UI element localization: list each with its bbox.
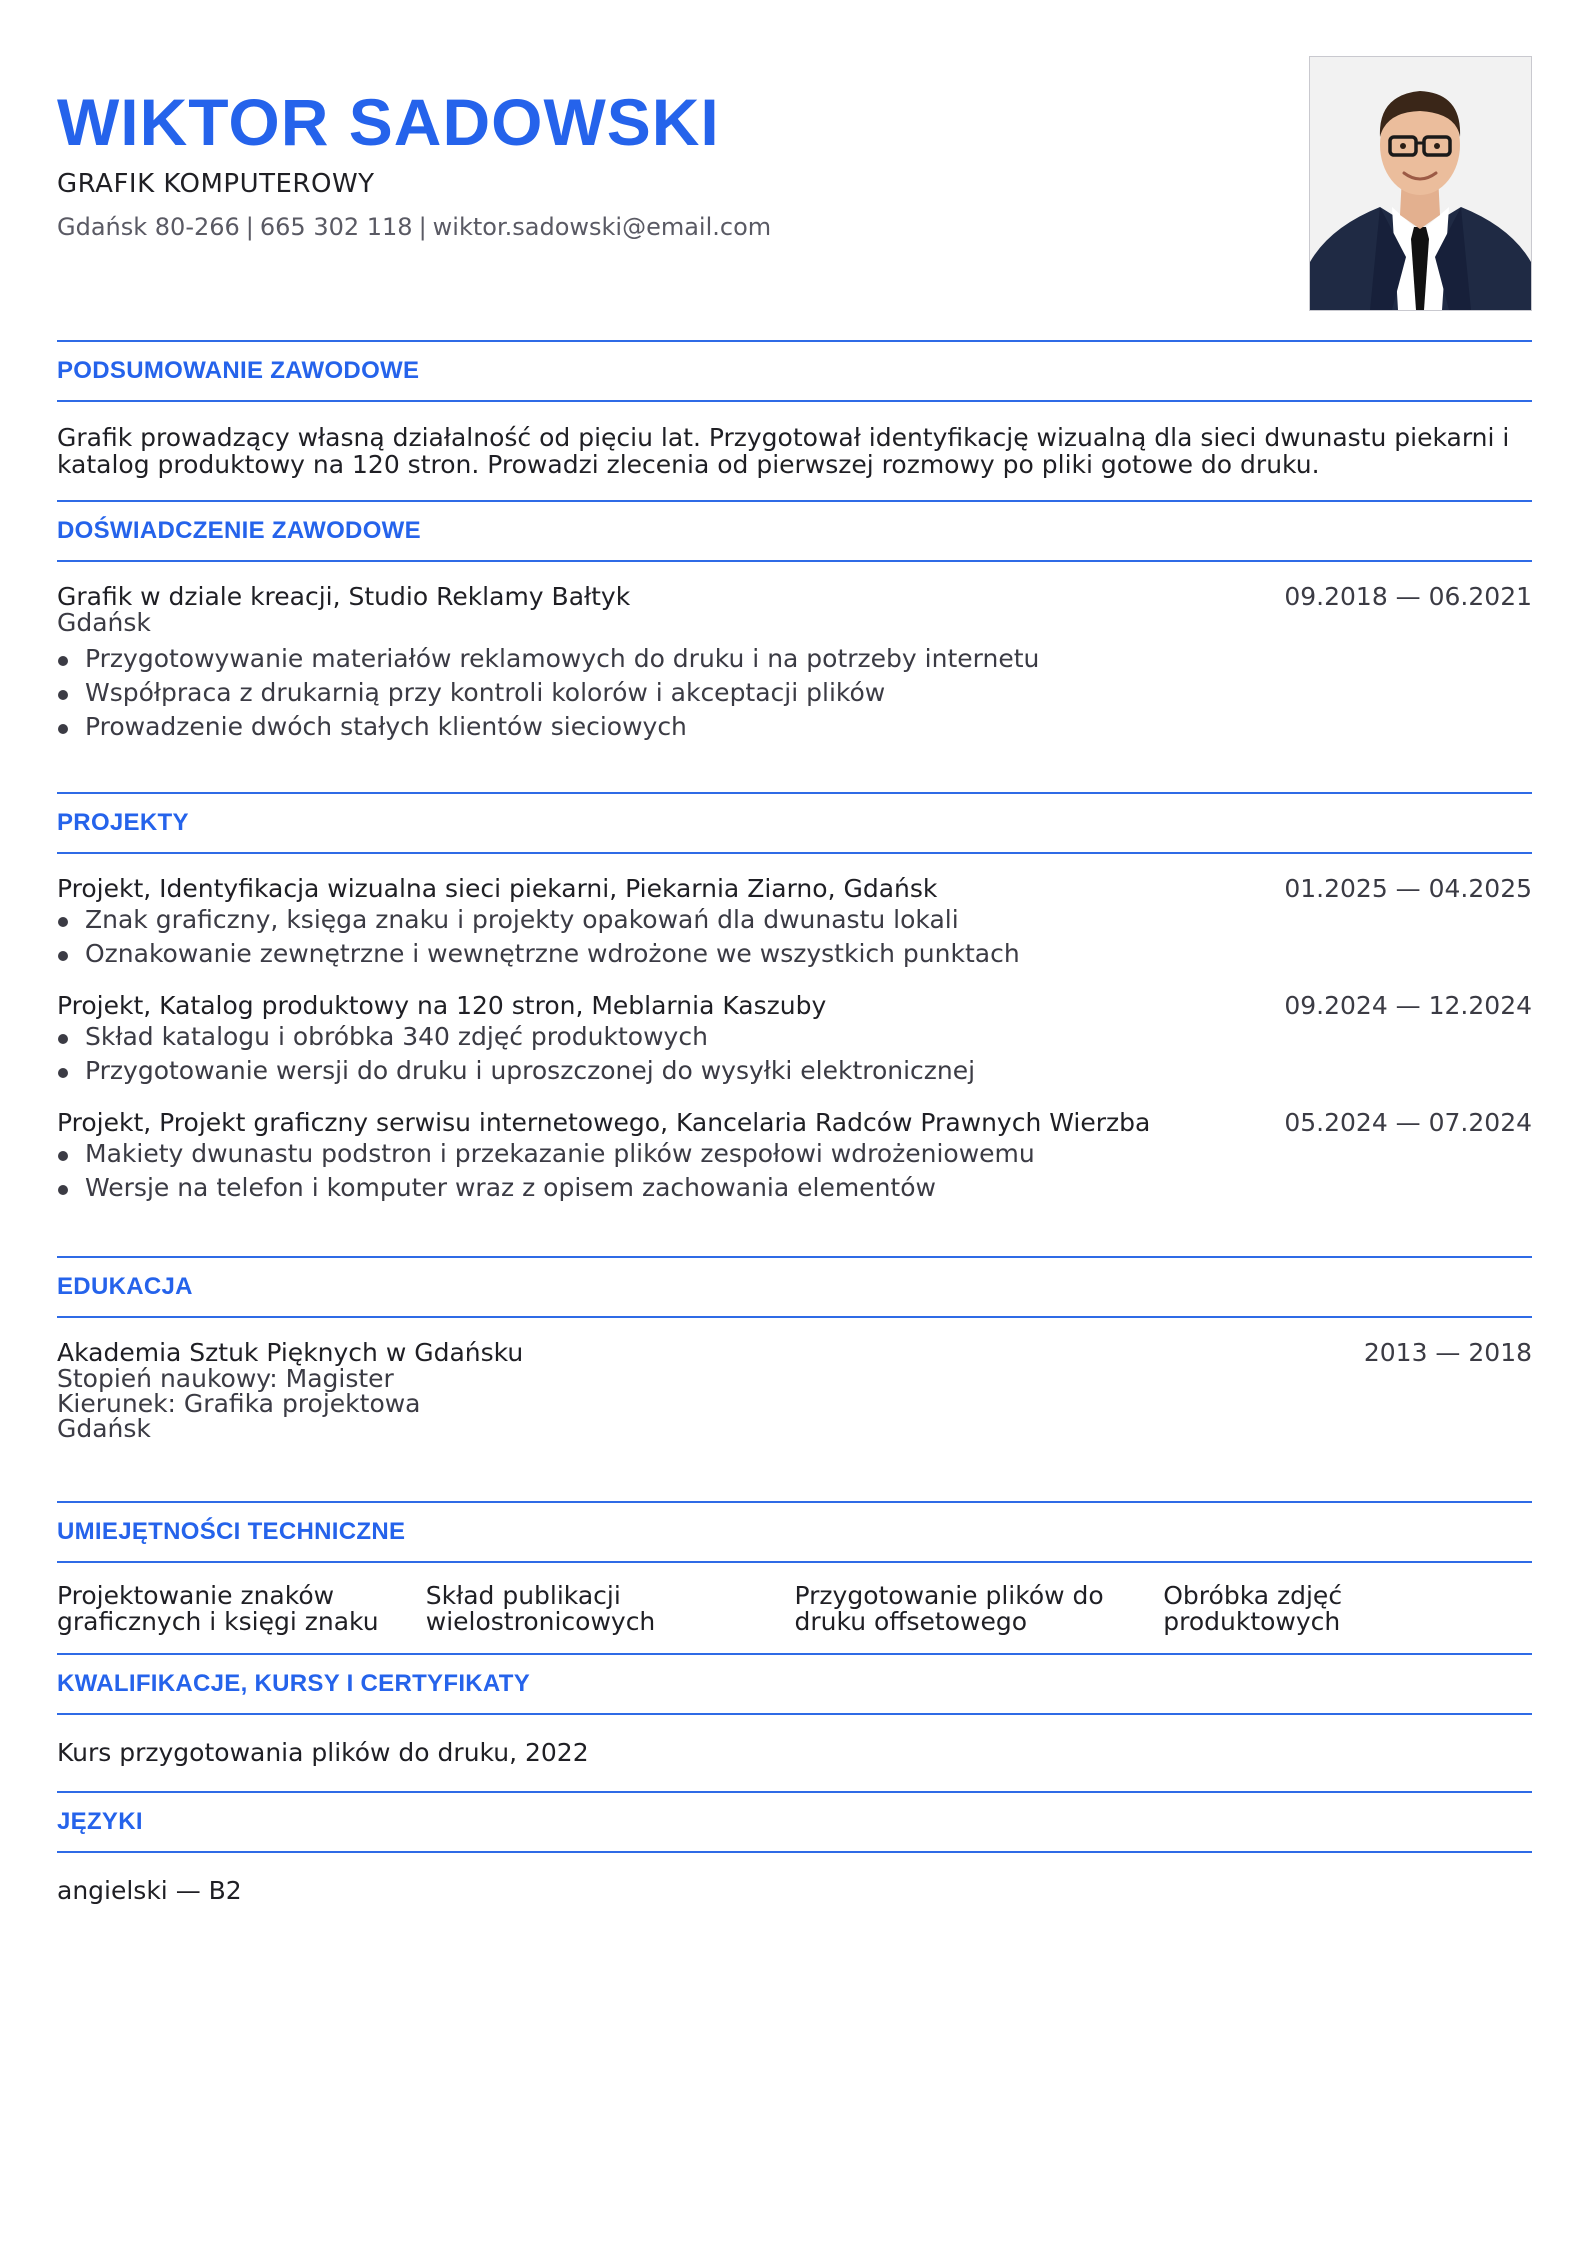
education-location: Gdańsk: [57, 1414, 151, 1443]
education-field: Kierunek: Grafika projektowa: [57, 1389, 421, 1418]
contact-line: [57, 212, 771, 242]
list-item: [57, 676, 1532, 710]
list-item: [57, 642, 1532, 676]
list-item: [57, 1171, 1532, 1205]
list-item-text: Wersje na telefon i komputer wraz z opisem zachowania elementów: [85, 1173, 936, 1202]
section-heading-education: [57, 1256, 1532, 1318]
education-dates: 2013 — 2018: [1363, 1338, 1532, 1367]
entry-header: [57, 992, 1532, 1019]
section-title: PODSUMOWANIE ZAWODOWE: [57, 357, 420, 384]
project-title: Projekt, Katalog produktowy na 120 stron, Meblarnia Kaszuby: [57, 991, 827, 1020]
candidate-name: WIKTOR SADOWSKI: [57, 85, 720, 159]
job-title: GRAFIK KOMPUTEROWY: [57, 169, 375, 199]
bullet-icon: [58, 656, 68, 666]
resume-content: [57, 0, 1532, 1904]
list-item-text: Makiety dwunastu podstron i przekazanie plików zespołowi wdrożeniowemu: [85, 1139, 1035, 1168]
list-item: [57, 710, 1532, 744]
job-location: Gdańsk: [57, 608, 151, 637]
profile-photo: [1309, 56, 1532, 311]
summary-section: [57, 402, 1532, 500]
entry-header: [57, 875, 1532, 902]
bullet-icon: [58, 917, 68, 927]
list-item-text: Przygotowywanie materiałów reklamowych do druku i na potrzeby internetu: [85, 644, 1040, 673]
project-title: Projekt, Projekt graficzny serwisu internetowego, Kancelaria Radców Prawnych Wierzba: [57, 1108, 1151, 1137]
list-item-text: Prowadzenie dwóch stałych klientów sieciowych: [85, 712, 687, 741]
section-title: KWALIFIKACJE, KURSY I CERTYFIKATY: [57, 1670, 531, 1697]
entry-header: [57, 1339, 1532, 1366]
project-bullets: [57, 903, 1532, 971]
skill-item: Skład publikacji wielostronicowych: [425, 1581, 656, 1636]
project-dates: 05.2024 — 07.2024: [1284, 1108, 1532, 1137]
section-heading-summary: [57, 340, 1532, 402]
bullet-icon: [58, 690, 68, 700]
section-title: UMIEJĘTNOŚCI TECHNICZNE: [57, 1518, 406, 1545]
project-entry: [57, 1109, 1532, 1205]
list-item-text: Znak graficzny, księga znaku i projekty opakowań dla dwunastu lokali: [85, 905, 959, 934]
list-item: [57, 903, 1532, 937]
languages-section: [57, 1853, 1532, 1904]
job-bullets: [57, 642, 1532, 744]
contact-email: wiktor.sadowski@email.com: [432, 213, 772, 241]
summary-text: Grafik prowadzący własną działalność od pięciu lat. Przygotował identyfikację wizualną dla sieci dwunastu piekarni i katalog produktowy na 120 stron. Prowadzi zlecenia od pierwszej rozmowy po pliki gotowe do druku.: [57, 423, 1510, 479]
section-title: PROJEKTY: [57, 809, 189, 836]
list-item-text: Współpraca z drukarnią przy kontroli kolorów i akceptacji plików: [85, 678, 886, 707]
project-entry: [57, 992, 1532, 1088]
skill-item: Projektowanie znaków graficznych i księgi znaku: [57, 1581, 379, 1636]
list-item: [57, 1137, 1532, 1171]
project-title: Projekt, Identyfikacja wizualna sieci piekarni, Piekarnia Ziarno, Gdańsk: [57, 874, 938, 903]
section-title: EDUKACJA: [57, 1273, 193, 1300]
resume-header: [57, 0, 1532, 340]
contact-phone: 665 302 118: [259, 213, 413, 241]
bullet-icon: [58, 1151, 68, 1161]
project-dates: 09.2024 — 12.2024: [1284, 991, 1532, 1020]
skills-grid: [57, 1563, 1532, 1653]
project-bullets: [57, 1137, 1532, 1205]
project-entry: [57, 875, 1532, 971]
list-item-text: Oznakowanie zewnętrzne i wewnętrzne wdrożone we wszystkich punktach: [85, 939, 1020, 968]
bullet-icon: [58, 951, 68, 961]
contact-separator: |: [245, 213, 254, 241]
section-heading-experience: [57, 500, 1532, 562]
experience-entry: [57, 562, 1532, 792]
profile-photo-illustration: [1310, 57, 1531, 310]
contact-separator: |: [418, 213, 427, 241]
education-entry: [57, 1318, 1532, 1501]
language-item: angielski — B2: [57, 1876, 242, 1905]
job-dates: 09.2018 — 06.2021: [1284, 582, 1532, 611]
bullet-icon: [58, 1068, 68, 1078]
skill-item: Przygotowanie plików do druku offsetowego: [794, 1581, 1104, 1636]
list-item: [57, 1020, 1532, 1054]
contact-address: Gdańsk 80-266: [57, 213, 240, 241]
skill-item: Obróbka zdjęć produktowych: [1163, 1581, 1343, 1636]
bullet-icon: [58, 1034, 68, 1044]
section-title: DOŚWIADCZENIE ZAWODOWE: [57, 517, 421, 544]
projects-section: [57, 854, 1532, 1256]
section-heading-certificates: [57, 1653, 1532, 1715]
section-title: JĘZYKI: [57, 1808, 143, 1835]
education-degree: Stopień naukowy: Magister: [57, 1364, 394, 1393]
list-item: [57, 937, 1532, 971]
section-heading-projects: [57, 792, 1532, 854]
certificate-item: Kurs przygotowania plików do druku, 2022: [57, 1738, 589, 1767]
list-item-text: Skład katalogu i obróbka 340 zdjęć produktowych: [85, 1022, 708, 1051]
job-position: Grafik w dziale kreacji, Studio Reklamy Bałtyk: [57, 582, 631, 611]
section-heading-skills: [57, 1501, 1532, 1563]
project-bullets: [57, 1020, 1532, 1088]
certificates-section: [57, 1715, 1532, 1791]
project-dates: 01.2025 — 04.2025: [1284, 874, 1532, 903]
list-item: [57, 1054, 1532, 1088]
entry-header: [57, 1109, 1532, 1136]
bullet-icon: [58, 724, 68, 734]
entry-header: [57, 583, 1532, 610]
bullet-icon: [58, 1185, 68, 1195]
list-item-text: Przygotowanie wersji do druku i uproszczonej do wysyłki elektronicznej: [85, 1056, 976, 1085]
school-name: Akademia Sztuk Pięknych w Gdańsku: [57, 1338, 524, 1367]
section-heading-languages: [57, 1791, 1532, 1853]
